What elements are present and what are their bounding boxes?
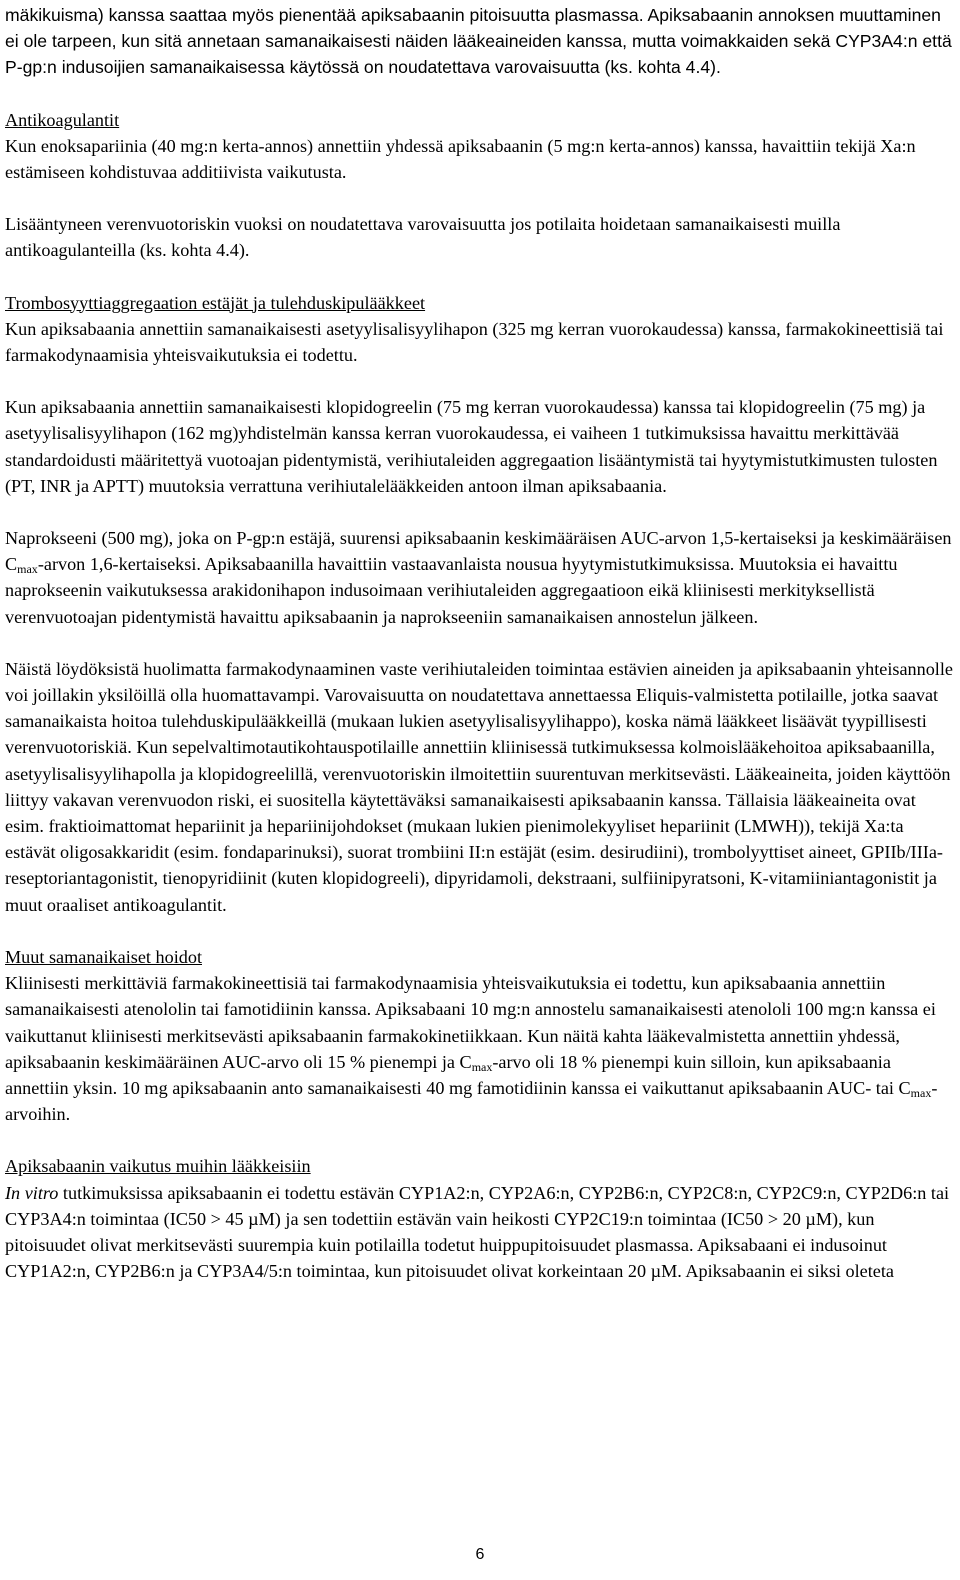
platelet-paragraph-1: Kun apiksabaania annettiin samanaikaisesti asetyylisalisyylihapon (325 mg kerran vuorokaudessa) kanssa, farmakokineettisiä tai farmakodynaamisia yhteisvaikutuksia ei todettu. [5,318,944,366]
platelet-paragraph-4: Näistä löydöksistä huolimatta farmakodynaaminen vaste verihiutaleiden toimintaa estävien aineiden ja apiksabaanin yhteisannolle voi joillakin yksilöillä olla huomattavampi. Varovaisuutta on noudatettava annettaessa Eliquis-valmistetta potilaille, jotka saavat samanaikaista hoitoa tulehduskipulääkkeillä (mukaan lukien asetyylisalisyylihappo), koska nämä lääkkeet lisäävät tyypillisesti verenvuotoriskiä. Kun sepelvaltimotautikohtauspotilaille annettiin kliinisessä tutkimuksessa kolmoislääkehoitoa apiksabaanilla, asetyylisalisyylihapolla ja klopidogreelillä, verenvuotoriskin ilmoitettiin suurentuvan merkitsevästi. Lääkeaineita, joiden käyttöön liittyy vakavan verenvuodon riski, ei suositella käytettäväksi samanaikaisesti apiksabaanin kanssa. Tällaisia lääkeaineita ovat esim. fraktioimattomat hepariinit ja hepariinijohdokset (mukaan lukien pienimolekyyliset hepariinit (LMWH)), tekijä Xa:ta estävät oligosakkaridit (esim. fondaparinuksi), suorat trombiini II:n estäjät (esim. desirudiini), trombolyyttiset aineet, GPIIb/IIIa-reseptoriantagonistit, tienopyridiinit (kuten klopidogreeli), dipyridamoli, dekstraani, sulfiinipyratsoni, K-vitamiiniantagonistit ja muut oraaliset antikoagulantit. [5,658,953,915]
intro-text: mäkikuisma) kanssa saattaa myös pienentää apiksabaanin pitoisuutta plasmassa. Apiksabaanin annoksen muuttaminen ei ole tarpeen, kun sitä annetaan samanaikaisesti näiden lääkeaineiden kanssa, mutta voimakkaiden sekä CYP3A4:n että P-gp:n indusoijien samanaikaisessa käytössä on noudatettava varovaisuutta (ks. kohta 4.4). [5,5,952,78]
page-number: 6 [475,1546,485,1563]
naproxen-text-a: Naprokseeni (500 mg), joka on P-gp:n estäjä, suurensi apiksabaanin keskimääräisen AUC-arvon 1,5-kertaiseksi ja keskimääräisen C [5,528,952,575]
platelet-paragraph-2: Kun apiksabaania annettiin samanaikaisesti klopidogreelin (75 mg kerran vuorokaudessa) kanssa tai klopidogreelin (75 mg) ja asetyylisalisyylihapon (162 mg)yhdistelmän kanssa kerran vuorokaudessa, ei vaiheen 1 tutkimuksissa havaittu merkittävää standardoidusti määritettyä vuotoajan pidentymistä, verihiutaleiden aggregaation lisääntymistä tai hyytymistutkimusten tulosten (PT, INR ja APTT) muutoksia verrattuna verihiutalelääkkeiden antoon ilman apiksabaania. [5,397,938,496]
effect-text: tutkimuksissa apiksabaanin ei todettu estävän CYP1A2:n, CYP2A6:n, CYP2B6:n, CYP2C8:n, CYP2C9:n, CYP2D6:n tai CYP3A4:n toimintaa (IC50 > 45 µM) ja sen todettiin estävän vain heikosti CYP2C19:n toimintaa (IC50 > 20 µM), kun pitoisuudet olivat merkitsevästi suurempia kuin potilailla todetut huippupitoisuudet plasmassa. Apiksabaani ei indusoinut CYP1A2:n, CYP2B6:n ja CYP3A4/5:n toimintaa, kun pitoisuudet olivat korkeintaan 20 µM. Apiksabaanin ei siksi oleteta [5,1182,950,1282]
effect-paragraph-1 [5,1180,953,1285]
other-text-b: -arvo oli 18 % pienempi kuin silloin, kun apiksabaania annettiin yksin. 10 mg apiksabaanin anto samanaikaisesti 40 mg famotidiinin kanssa ei vaikuttanut apiksabaanin AUC- tai C [5,1051,911,1098]
section-anticoagulants [5,107,953,186]
intro-paragraph [5,2,953,81]
section-effect-on-other-drugs [5,1153,953,1284]
in-vitro-label: In vitro [5,1182,59,1203]
section-heading-other-treatments: Muut samanaikaiset hoidot [5,946,202,967]
document-page [5,2,953,1310]
section-heading-effect-on-other-drugs: Apiksabaanin vaikutus muihin lääkkeisiin [5,1156,311,1177]
section-heading-platelet-inhibitors: Trombosyyttiaggregaation estäjät ja tulehduskipulääkkeet [5,292,426,313]
naproxen-text-b: -arvon 1,6-kertaiseksi. Apiksabaanilla havaittiin vastaavanlaista nousua hyytymistutkimuksissa. Muutoksia ei havaittu naprokseenin vaikutuksessa arakidonihapon indusoimaan verihiutaleiden aggregaatioon eikä kliinisesti merkityksellistä verenvuotoajan pidentymistä havaittu apiksabaanin ja naprokseeniin samanaikaisen annostelun jälkeen. [5,554,898,627]
other-text-c: -arvoihin. [5,1077,938,1125]
cmax-subscript: max [471,1059,493,1074]
anticoagulants-paragraph-2: Lisääntyneen verenvuotoriskin vuoksi on noudatettava varovaisuutta jos potilaita hoidetaan samanaikaisesti muilla antikoagulanteilla (ks. kohta 4.4). [5,214,841,261]
platelet-paragraph-3 [5,525,953,630]
cmax-subscript: max [910,1085,932,1100]
section-heading-anticoagulants: Antikoagulantit [5,109,120,130]
other-text-a: Kliinisesti merkittäviä farmakokineettisiä tai farmakodynaamisia yhteisvaikutuksia ei todettu, kun apiksabaania annettiin samanaikaisesti atenololin tai famotidiinin kanssa. Apiksabaani 10 mg:n annostelu samanaikaisesti atenololi 100 mg:n kanssa ei vaikuttanut kliinisesti merkitsevästi apiksabaanin farmakokinetiikkaan. Kun näitä kahta lääkevalmistetta annettiin yhdessä, apiksabaanin keskimääräinen AUC-arvo oli 15 % pienempi ja C [5,973,936,1072]
anticoagulants-paragraph-1: Kun enoksapariinia (40 mg:n kerta-annos) annettiin yhdessä apiksabaanin (5 mg:n kerta-annos) kanssa, havaittiin tekijä Xa:n estämiseen kohdistuvaa additiivista vaikutusta. [5,135,916,183]
cmax-subscript: max [17,562,38,577]
section-other-treatments [5,944,953,1127]
section-platelet-inhibitors [5,290,953,369]
other-paragraph-1 [5,970,953,1127]
